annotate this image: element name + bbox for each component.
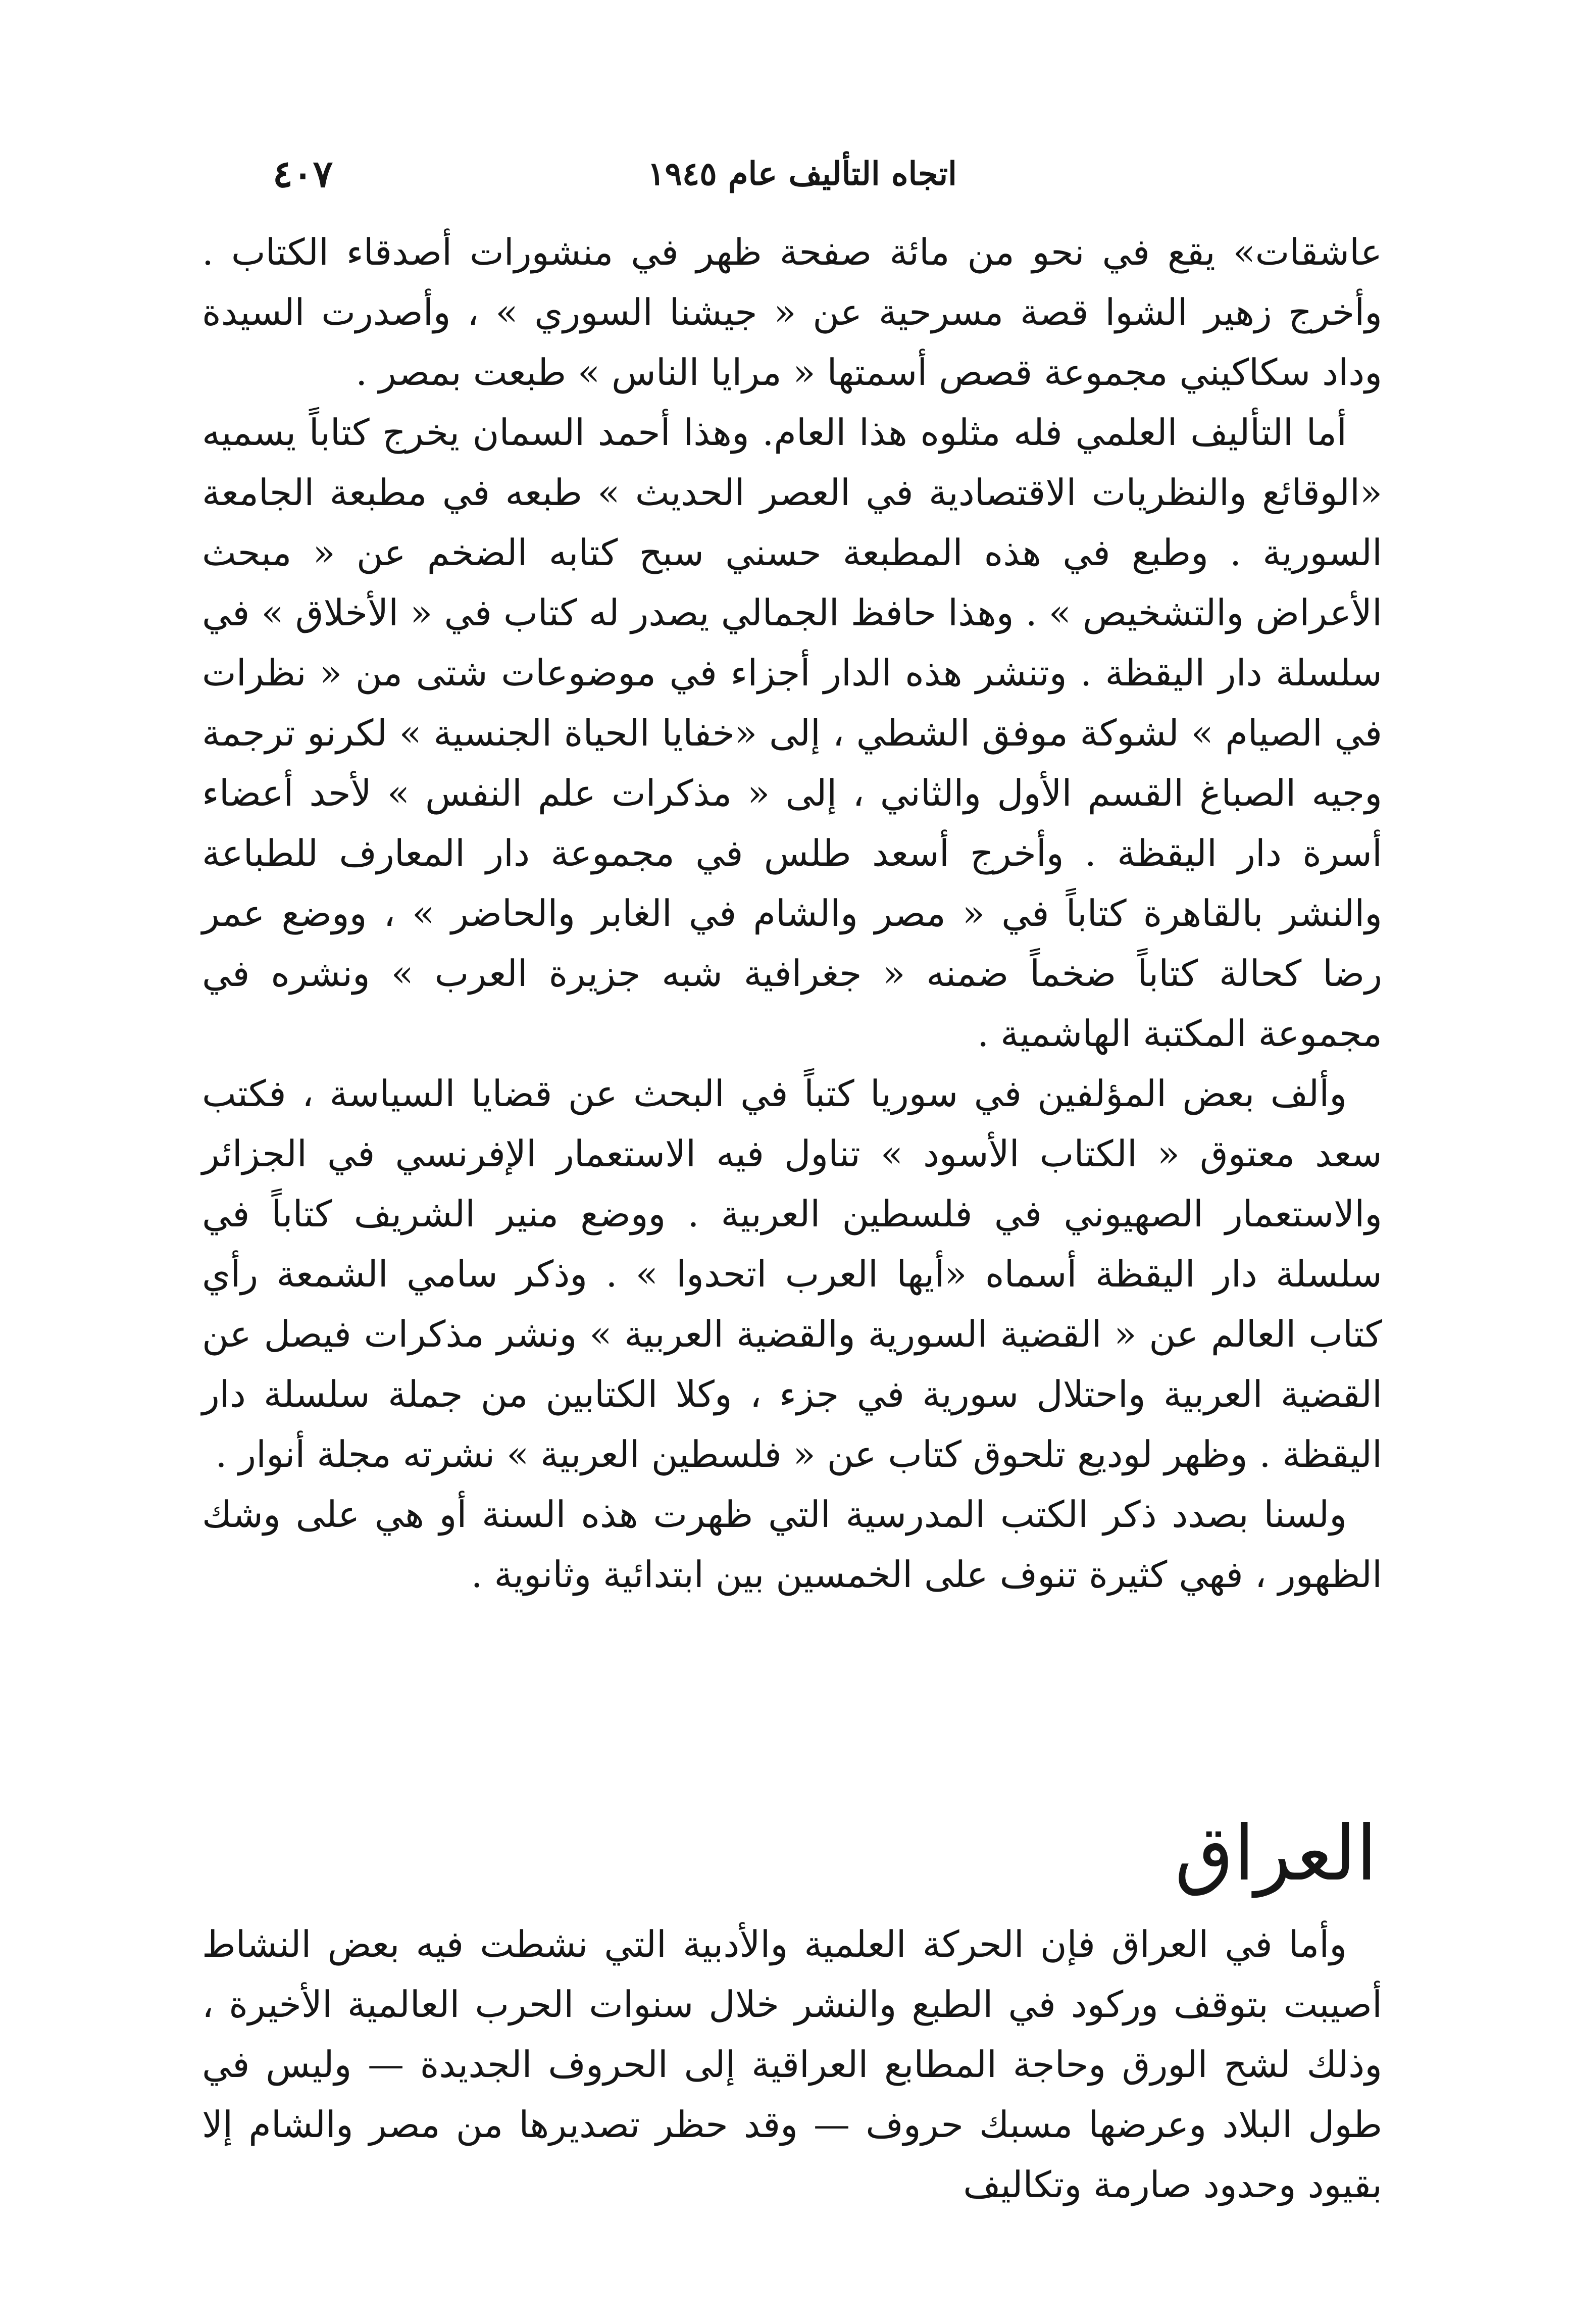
section-heading-iraq: العراق — [1175, 1810, 1377, 1898]
paragraph-political-works: وألف بعض المؤلفين في سوريا كتباً في البحث عن قضايا السياسة ، فكتب سعد معتوق « الكتاب الأسود » تناول فيه الاستعمار الإفرنسي في الجزائر والاستعمار الصهيوني في فلسطين العربية . ووضع منير الشريف كتاباً في سلسلة دار اليقظة أسماه «أيها العرب اتحدوا » . وذكر سامي الشمعة رأي كتاب العالم عن « القضية السورية والقضية العربية » ونشر مذكرات فيصل عن القضية العربية واحتلال سورية في جزء ، وكلا الكتابين من جملة سلسلة دار اليقظة . وظهر لوديع تلحوق كتاب عن « فلسطين العربية » نشرته مجلة أنوار . — [202, 1072, 1382, 1475]
paragraph-continuation: عاشقات» يقع في نحو من مائة صفحة ظهر في منشورات أصدقاء الكتاب . وأخرج زهير الشوا قصة مسرحية عن « جيشنا السوري » ، وأصدرت السيدة وداد سكاكيني مجموعة قصص أسمتها « مرايا الناس » طبعت بمصر . — [202, 231, 1382, 393]
paragraph-scientific-works: أما التأليف العلمي فله مثلوه هذا العام. وهذا أحمد السمان يخرج كتاباً يسميه «الوقائع والنظريات الاقتصادية في العصر الحديث » طبعه في مطبعة الجامعة السورية . وطبع في هذه المطبعة حسني سبح كتابه الضخم عن « مبحث الأعراض والتشخيص » . وهذا حافظ الجمالي يصدر له كتاب في « الأخلاق » في سلسلة دار اليقظة . وتنشر هذه الدار أجزاء في موضوعات شتى من « نظرات في الصيام » لشوكة موفق الشطي ، إلى «خفايا الحياة الجنسية » لكرنو ترجمة وجيه الصباغ القسم الأول والثاني ، إلى « مذكرات علم النفس » لأحد أعضاء أسرة دار اليقظة . وأخرج أسعد طلس في مجموعة دار المعارف للطباعة والنشر بالقاهرة كتاباً في « مصر والشام في الغابر والحاضر » ، ووضع عمر رضا كحالة كتاباً ضخماً ضمنه « جغرافية شبه جزيرة العرب » ونشره في مجموعة المكتبة الهاشمية . — [202, 411, 1382, 1055]
paragraph-iraq: وأما في العراق فإن الحركة العلمية والأدبية التي نشطت فيه بعض النشاط أصيبت بتوقف وركود في الطبع والنشر خلال سنوات الحرب العالمية الأخيرة ، وذلك لشح الورق وحاجة المطابع العراقية إلى الحروف الجديدة — وليس في طول البلاد وعرضها مسبك حروف — وقد حظر تصديرها من مصر والشام إلا بقيود وحدود صارمة وتكاليف — [202, 1923, 1382, 2206]
body-text-syria — [202, 222, 1382, 1605]
running-header — [273, 146, 1332, 202]
running-title: اتجاه التأليف عام ١٩٤٥ — [647, 155, 957, 193]
body-text-iraq — [202, 1914, 1382, 2215]
paragraph-school-books: ولسنا بصدد ذكر الكتب المدرسية التي ظهرت هذه السنة أو هي على وشك الظهور ، فهي كثيرة تنوف على الخمسين بين ابتدائية وثانوية . — [202, 1493, 1382, 1596]
page-number: ٤٠٧ — [273, 153, 333, 196]
